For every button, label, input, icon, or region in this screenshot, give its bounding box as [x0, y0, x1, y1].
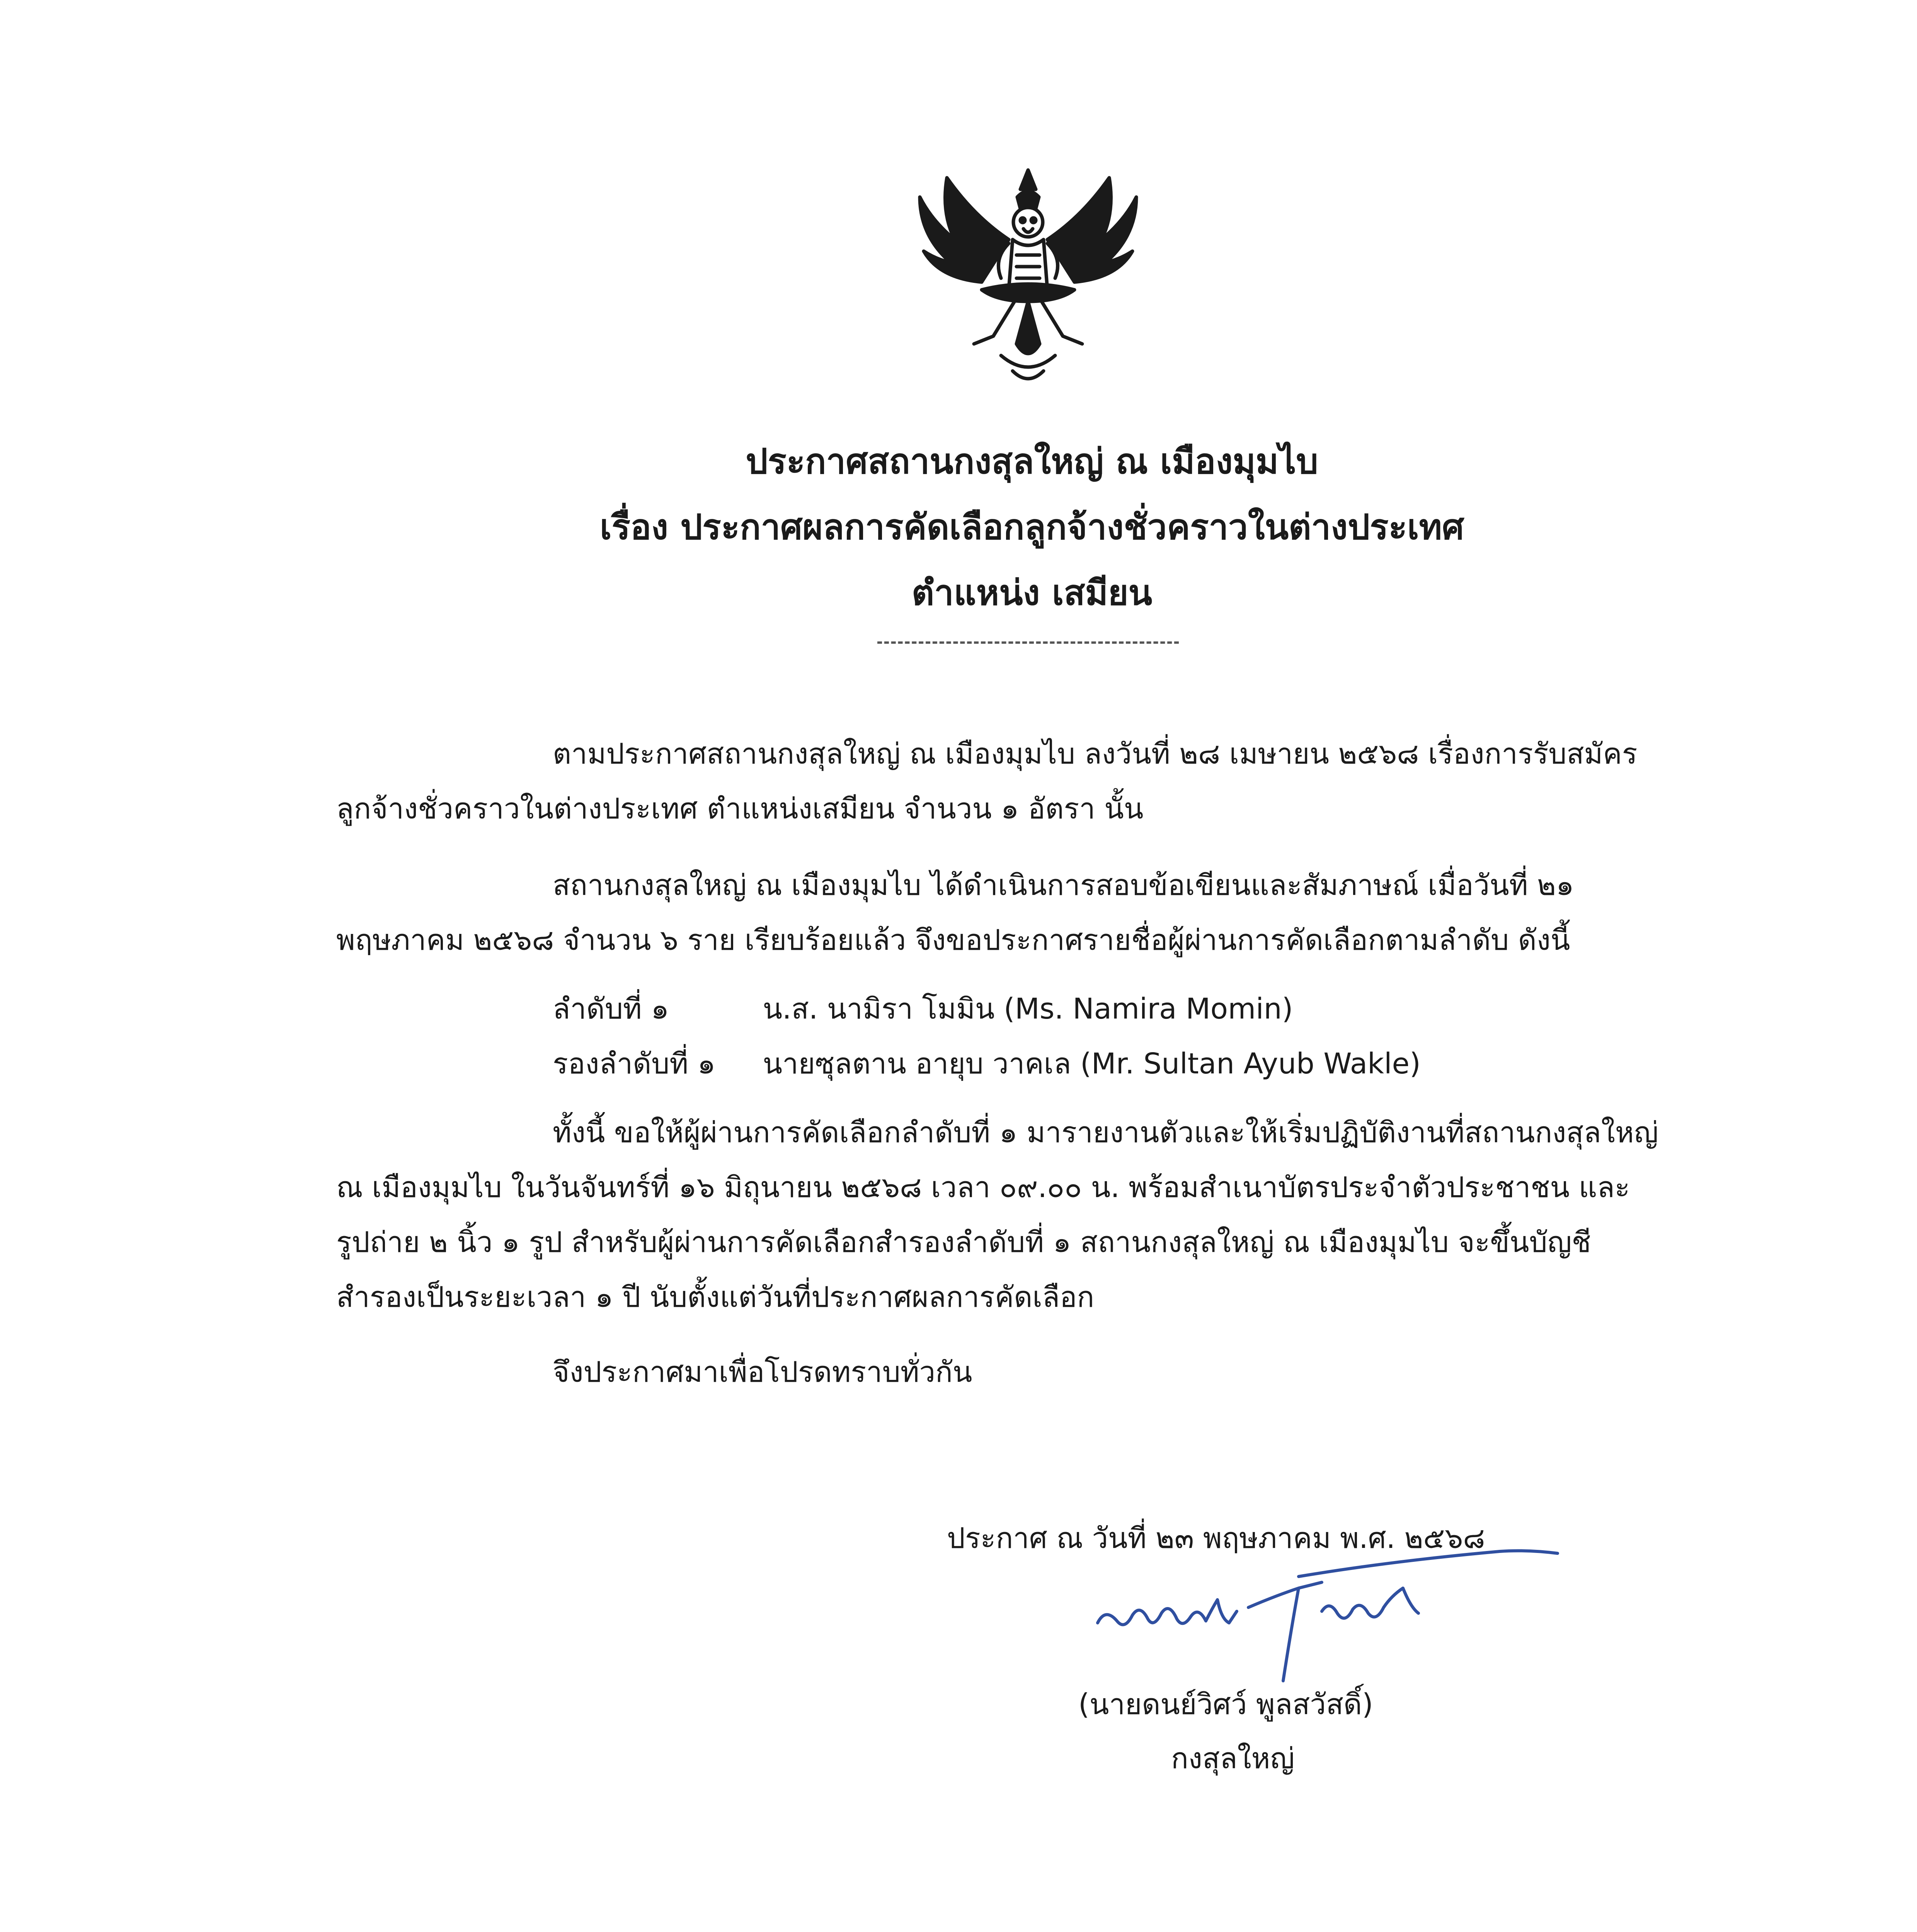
paragraph-exam-info: [336, 858, 1716, 968]
paragraph-line: ตามประกาศสถานกงสุลใหญ่ ณ เมืองมุมไบ ลงวันที่ ๒๘ เมษายน ๒๕๖๘ เรื่องการรับสมัคร: [553, 737, 1638, 770]
results-list: [553, 981, 1421, 1091]
paragraph-line: สำรองเป็นระยะเวลา ๑ ปี นับตั้งแต่วันที่ประกาศผลการคัดเลือก: [336, 1281, 1095, 1314]
paragraph-line: สถานกงสุลใหญ่ ณ เมืองมุมไบ ได้ดำเนินการสอบข้อเขียนและสัมภาษณ์ เมื่อวันที่ ๒๑: [553, 869, 1574, 902]
heading-divider: [877, 641, 1179, 644]
result-name: นายซุลตาน อายุบ วาคเล (Mr. Sultan Ayub Wakle): [763, 1047, 1421, 1080]
paragraph-line: ณ เมืองมุมไบ ในวันจันทร์ที่ ๑๖ มิถุนายน ๒๕๖๘ เวลา ๐๙.๐๐ น. พร้อมสำเนาบัตรประจำตัวประชาชน และ: [336, 1171, 1630, 1204]
announcement-heading: [309, 429, 1755, 626]
result-rank: ลำดับที่ ๑: [553, 992, 669, 1026]
paragraph-line: พฤษภาคม ๒๕๖๘ จำนวน ๖ ราย เรียบร้อยแล้ว จึงขอประกาศรายชื่อผู้ผ่านการคัดเลือกตามลำดับ ดังนี้: [336, 923, 1570, 957]
paragraph-instructions: [336, 1105, 1716, 1325]
paragraph-line: จึงประกาศมาเพื่อโปรดทราบทั่วกัน: [553, 1355, 972, 1389]
result-name: น.ส. นามิรา โมมิน (Ms. Namira Momin): [763, 992, 1293, 1026]
announcement-date: ประกาศ ณ วันที่ ๒๓ พฤษภาคม พ.ศ. ๒๕๖๘: [947, 1522, 1485, 1555]
heading-issuer: ประกาศสถานกงสุลใหญ่ ณ เมืองมุมไบ: [746, 441, 1318, 482]
heading-position: ตำแหน่ง เสมียน: [911, 573, 1153, 613]
signer-position: กงสุลใหญ่: [1171, 1742, 1295, 1775]
result-row: [553, 981, 1421, 1036]
result-row: [553, 1036, 1421, 1091]
paragraph-line: รูปถ่าย ๒ นิ้ว ๑ รูป สำหรับผู้ผ่านการคัดเลือกสำรองลำดับที่ ๑ สถานกงสุลใหญ่ ณ เมืองมุมไบ จะขึ้นบัญชี: [336, 1226, 1591, 1259]
paragraph-reference: [336, 726, 1716, 836]
result-rank: รองลำดับที่ ๑: [553, 1047, 716, 1080]
heading-subject: เรื่อง ประกาศผลการคัดเลือกลูกจ้างชั่วคราวในต่างประเทศ: [599, 507, 1464, 548]
paragraph-line: ทั้งนี้ ขอให้ผู้ผ่านการคัดเลือกลำดับที่ ๑ มารายงานตัวและให้เริ่มปฏิบัติงานที่สถานกงสุลใหญ่: [553, 1116, 1658, 1149]
signer-name: (นายดนย์วิศว์ พูลสวัสดิ์): [1078, 1688, 1373, 1721]
paragraph-closing: [336, 1345, 1716, 1400]
garuda-emblem-icon: [904, 162, 1152, 394]
paragraph-line: ลูกจ้างชั่วคราวในต่างประเทศ ตำแหน่งเสมียน จำนวน ๑ อัตรา นั้น: [336, 792, 1144, 825]
